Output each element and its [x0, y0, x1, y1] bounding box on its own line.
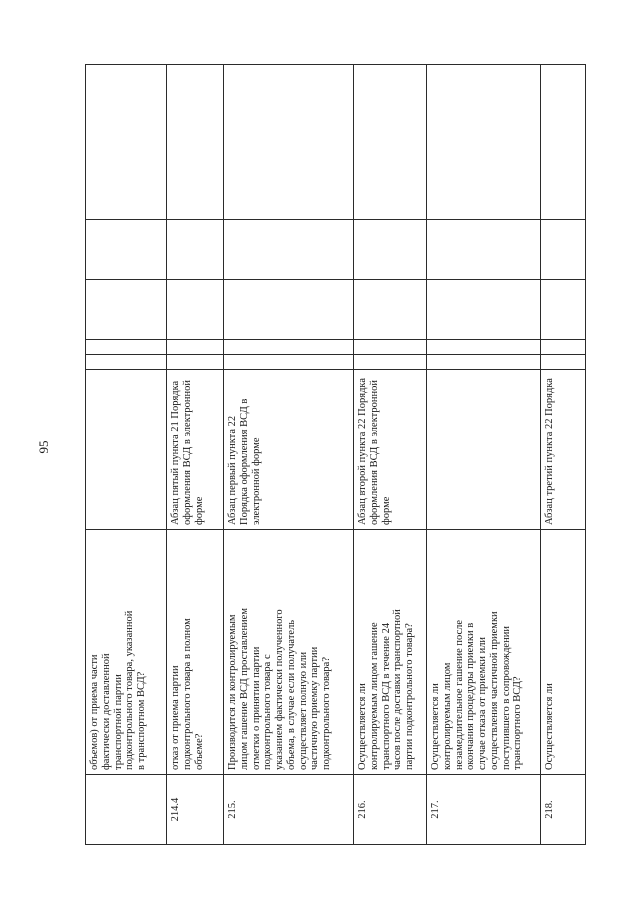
- row-number: 216.: [354, 775, 427, 845]
- table-row: [354, 65, 427, 845]
- rotated-table-wrapper: [85, 65, 585, 845]
- row-question: объемов) от приема части фактически доставленной транспортной партии подконтрольного товара, указанной в транспортном ВСД?: [86, 530, 167, 775]
- answer-cell: [354, 280, 427, 340]
- answer-cell: [541, 220, 586, 280]
- answer-cell: [541, 340, 586, 355]
- answer-cell: [86, 355, 167, 370]
- row-number: 214.4: [167, 775, 224, 845]
- answer-cell: [354, 355, 427, 370]
- answer-cell: [541, 280, 586, 340]
- table-row: [167, 65, 224, 845]
- row-number: 217.: [427, 775, 541, 845]
- row-question: Осуществляется ли контролируемым лицом гашение транспортного ВСД в течение 24 часов после доставки транспортной партии подконтрольного товара?: [354, 530, 427, 775]
- checklist-table: [85, 64, 586, 845]
- note-cell: [224, 65, 354, 220]
- answer-cell: [167, 220, 224, 280]
- answer-cell: [224, 340, 354, 355]
- row-question: отказ от приема партии подконтрольного товара в полном объеме?: [167, 530, 224, 775]
- row-reference: Абзац второй пункта 22 Порядка оформления ВСД в электронной форме: [354, 370, 427, 530]
- answer-cell: [354, 340, 427, 355]
- note-cell: [427, 65, 541, 220]
- row-question: Производится ли контролируемым лицом гашение ВСД проставлением отметки о принятии партии подконтрольного товара с указанием фактически полученного объема, в случае если получатель осуществляет полную или частичную приемку партии подконтрольного товара?: [224, 530, 354, 775]
- row-number: 215.: [224, 775, 354, 845]
- answer-cell: [167, 340, 224, 355]
- row-number: 218.: [541, 775, 586, 845]
- answer-cell: [86, 340, 167, 355]
- answer-cell: [427, 220, 541, 280]
- table-row: [224, 65, 354, 845]
- answer-cell: [86, 280, 167, 340]
- answer-cell: [354, 220, 427, 280]
- row-reference: [427, 370, 541, 530]
- note-cell: [541, 65, 586, 220]
- answer-cell: [427, 355, 541, 370]
- answer-cell: [224, 280, 354, 340]
- answer-cell: [427, 340, 541, 355]
- table-row: [86, 65, 167, 845]
- row-reference: Абзац третий пункта 22 Порядка: [541, 370, 586, 530]
- answer-cell: [86, 220, 167, 280]
- answer-cell: [167, 355, 224, 370]
- page-number: 95: [36, 440, 51, 454]
- table-row: [427, 65, 541, 845]
- table-row: [541, 65, 586, 845]
- answer-cell: [224, 220, 354, 280]
- note-cell: [167, 65, 224, 220]
- note-cell: [354, 65, 427, 220]
- note-cell: [86, 65, 167, 220]
- row-reference: Абзац пятый пункта 21 Порядка оформления ВСД в электронной форме: [167, 370, 224, 530]
- row-question: Осуществляется ли: [541, 530, 586, 775]
- row-reference: [86, 370, 167, 530]
- row-question: Осуществляется ли контролируемым лицом незамедлительное гашение после окончания процедуры приемки в случае отказа от приемки или осуществления частичной приемки поступившего в сопровождении транспортного ВСД?: [427, 530, 541, 775]
- row-reference: Абзац первый пункта 22 Порядка оформления ВСД в электронной форме: [224, 370, 354, 530]
- answer-cell: [541, 355, 586, 370]
- answer-cell: [167, 280, 224, 340]
- answer-cell: [427, 280, 541, 340]
- row-number: [86, 775, 167, 845]
- answer-cell: [224, 355, 354, 370]
